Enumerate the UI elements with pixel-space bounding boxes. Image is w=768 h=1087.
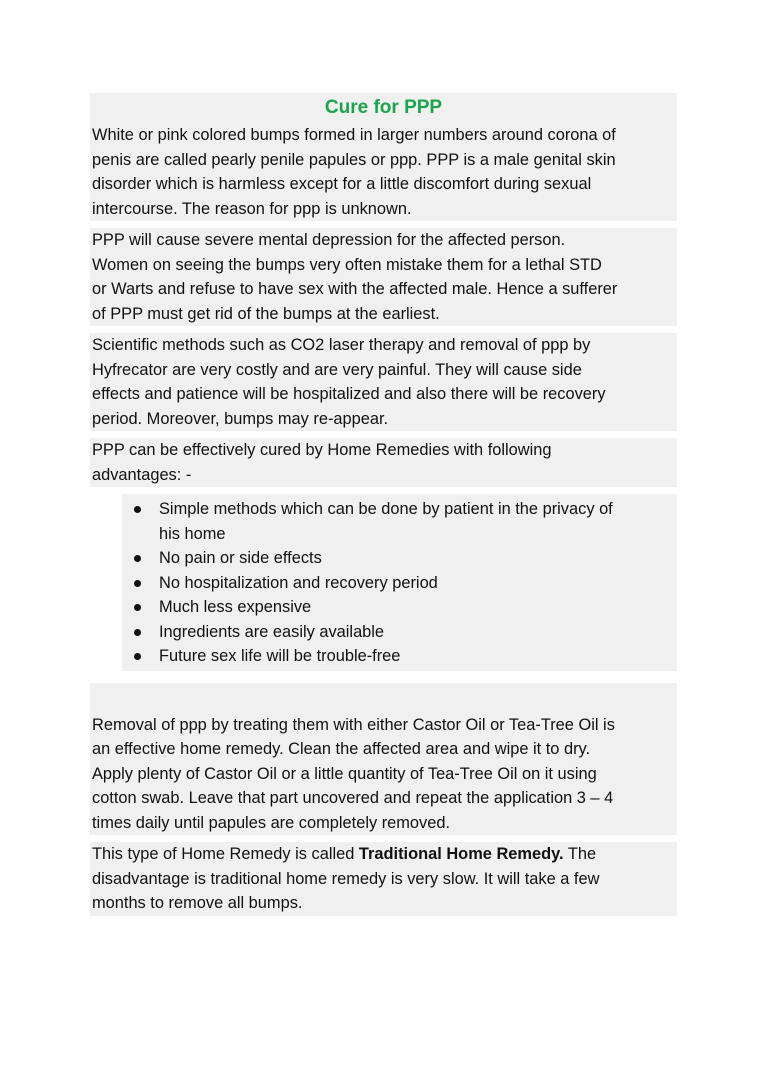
paragraph-intro: White or pink colored bumps formed in larger numbers around corona of penis are called pearly penile papules or ppp. PPP is a male genital skin disorder which is harmless except for a little discomfort during sexual intercourse. The reason for ppp is unknown.	[90, 123, 677, 221]
list-item: Much less expensive	[122, 595, 677, 620]
paragraph-depression: PPP will cause severe mental depression for the affected person. Women on seeing the bumps very often mistake them for a lethal STD or Warts and refuse to have sex with the affected male. Hence a sufferer of PPP must get rid of the bumps at the earliest.	[90, 228, 677, 326]
page-title: Cure for PPP	[90, 93, 677, 123]
bullet-icon	[134, 555, 141, 562]
list-item: Future sex life will be trouble-free	[122, 644, 677, 669]
list-item: Simple methods which can be done by patient in the privacy of his home	[122, 497, 677, 546]
paragraph-traditional-remedy: This type of Home Remedy is called Traditional Home Remedy. The disadvantage is traditional home remedy is very slow. It will take a few months to remove all bumps.	[90, 842, 677, 916]
blank-shaded-row	[90, 683, 677, 713]
bullet-icon	[134, 604, 141, 611]
bullet-icon	[134, 653, 141, 660]
advantages-list	[122, 494, 677, 671]
list-item: No hospitalization and recovery period	[122, 571, 677, 596]
bold-term: Traditional Home Remedy.	[358, 845, 564, 863]
document-body	[90, 93, 677, 916]
bullet-icon	[134, 506, 141, 513]
paragraph-castor-oil-remedy: Removal of ppp by treating them with either Castor Oil or Tea-Tree Oil is an effective home remedy. Clean the affected area and wipe it to dry. Apply plenty of Castor Oil or a little quantity of Tea-Tree Oil on it using cotton swab. Leave that part uncovered and repeat the application 3 – 4 times daily until papules are completely removed.	[90, 713, 677, 836]
paragraph-scientific-methods: Scientific methods such as CO2 laser therapy and removal of ppp by Hyfrecator are very costly and are very painful. They will cause side effects and patience will be hospitalized and also there will be recovery period. Moreover, bumps may re-appear.	[90, 333, 677, 431]
paragraph-home-remedies: PPP can be effectively cured by Home Remedies with following advantages: -	[90, 438, 677, 487]
list-item: No pain or side effects	[122, 546, 677, 571]
bullet-icon	[134, 580, 141, 587]
list-item: Ingredients are easily available	[122, 620, 677, 645]
bullet-icon	[134, 629, 141, 636]
